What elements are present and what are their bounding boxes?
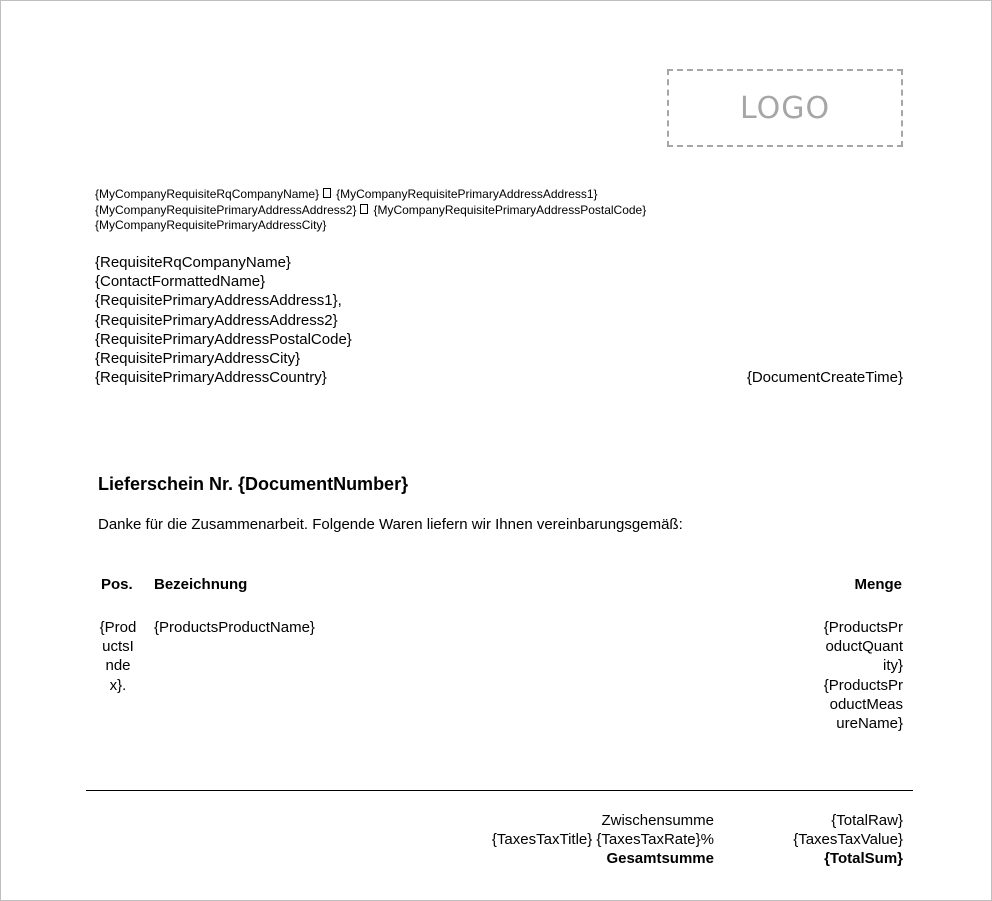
separator-box-icon [323,188,331,198]
sender-address1: {MyCompanyRequisitePrimaryAddressAddress1} [336,187,598,201]
totals-labels [492,811,714,869]
recipient-company: {RequisiteRqCompanyName} [95,254,291,271]
sender-address2: {MyCompanyRequisitePrimaryAddressAddress2} [95,202,357,217]
sender-line-1 [95,187,646,203]
totals-values [793,811,903,869]
document-create-time: {DocumentCreateTime} [746,369,903,386]
tax-label: {TaxesTaxTitle} {TaxesTaxRate}% [491,831,714,849]
subtotal-label: Zwischensumme [601,812,714,829]
sender-company: {MyCompanyRequisiteRqCompanyName} [95,187,320,201]
recipient-address-block [95,253,352,387]
table-cell-quantity [823,618,903,733]
product-measure-name: {ProductsProductMeasureName} [823,676,903,733]
recipient-postal-code: {RequisitePrimaryAddressPostalCode} [95,330,352,348]
recipient-contact: {ContactFormattedName} [95,273,266,291]
total-value: {TotalSum} [824,850,903,868]
sender-line-3 [95,218,646,234]
table-cell-index: {ProductsIndex}. [99,619,137,694]
table-header-pos: Pos. [101,576,133,593]
table-cell-product-name: {ProductsProductName} [154,619,315,636]
recipient-country: {RequisitePrimaryAddressCountry} [95,369,327,387]
sender-address-block [95,187,646,234]
tax-value: {TaxesTaxValue} [793,831,903,849]
recipient-address2: {RequisitePrimaryAddressAddress2} [95,311,338,329]
sender-city: {MyCompanyRequisitePrimaryAddressCity} [95,218,327,232]
recipient-city: {RequisitePrimaryAddressCity} [95,350,301,368]
table-header-quantity: Menge [854,576,902,593]
separator-box-icon [360,204,368,214]
sender-line-2 [95,203,646,219]
document-intro: Danke für die Zusammenarbeit. Folgende Waren liefern wir Ihnen vereinbarungsgemäß: [98,516,683,533]
totals-divider [86,790,913,791]
table-header-name: Bezeichnung [154,576,248,593]
logo-text: LOGO [739,90,831,126]
document-title: Lieferschein Nr. {DocumentNumber} [98,474,409,494]
product-quantity: {ProductsProductQuantity} [823,619,903,675]
total-label: Gesamtsumme [606,850,714,868]
logo-placeholder [667,69,903,147]
recipient-address1: {RequisitePrimaryAddressAddress1}, [95,292,342,310]
subtotal-value: {TotalRaw} [831,812,903,829]
sender-postal-code: {MyCompanyRequisitePrimaryAddressPostalCode} [373,202,647,217]
